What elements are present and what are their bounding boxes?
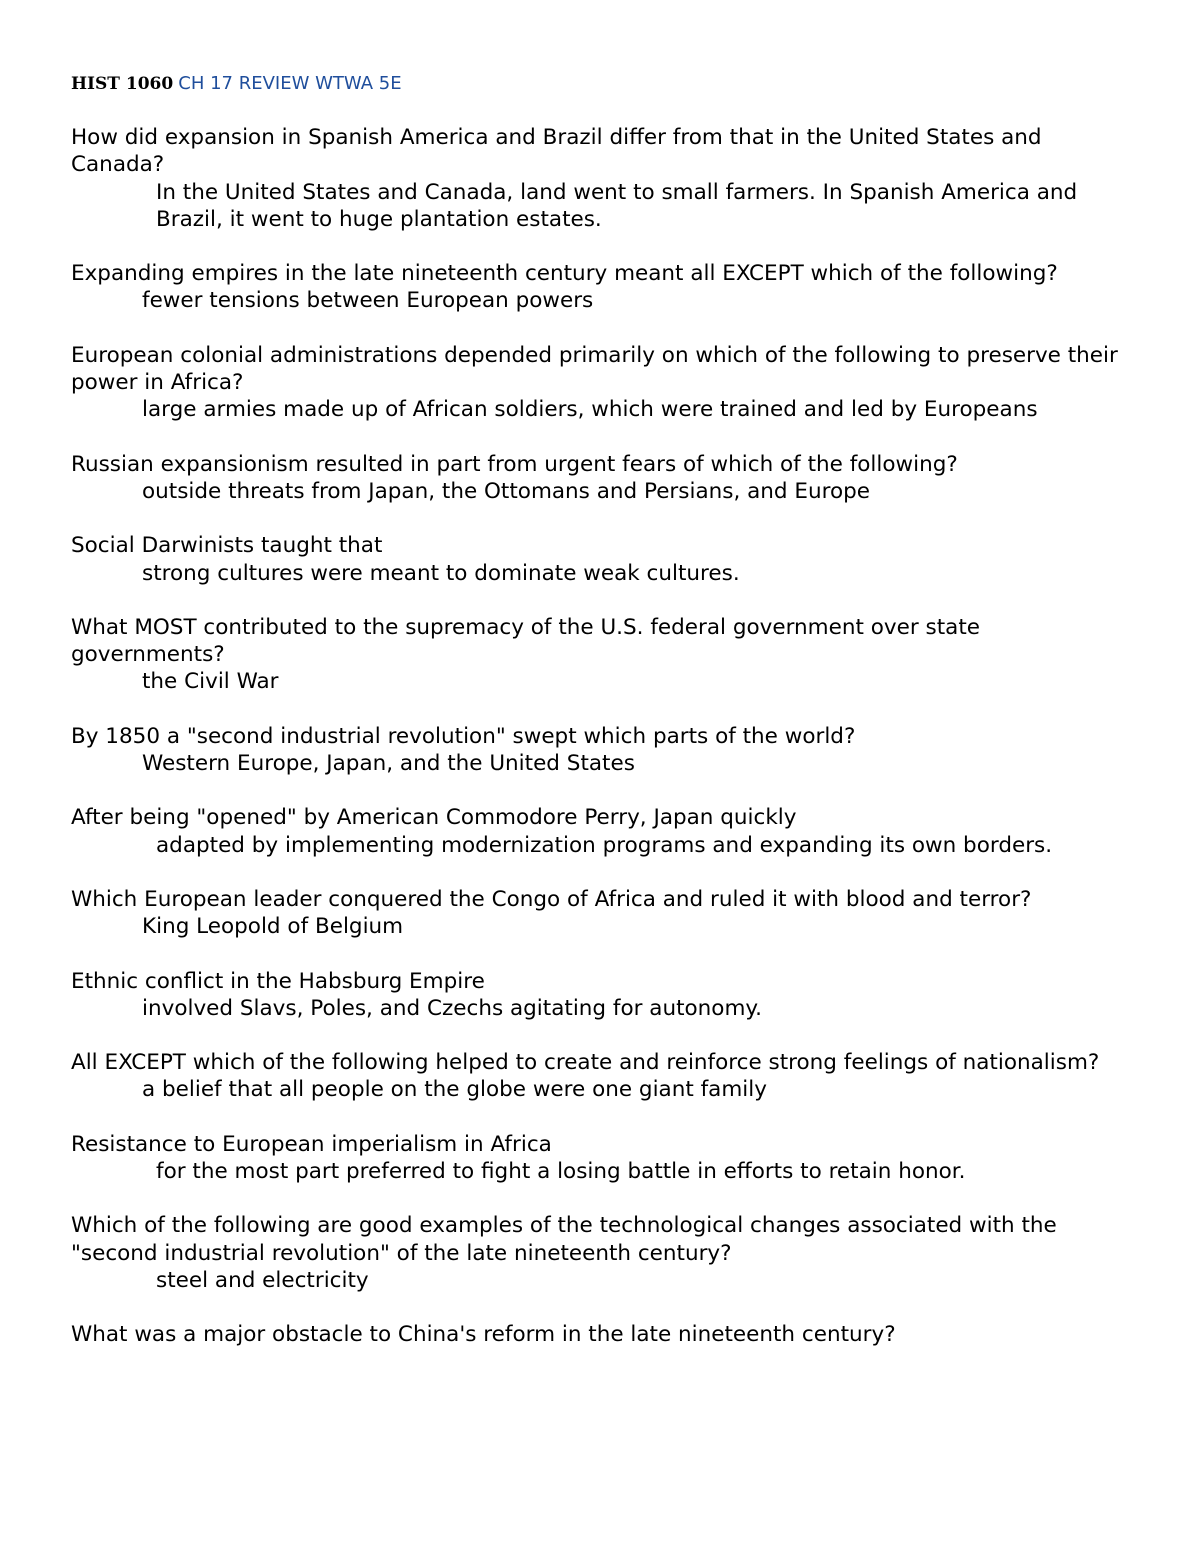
answer-text: steel and electricity bbox=[156, 1267, 369, 1293]
question-text: After being "opened" by American Commodore Perry, Japan quickly bbox=[71, 805, 797, 831]
document-header bbox=[71, 70, 1140, 98]
question-item bbox=[71, 124, 1140, 233]
question-item bbox=[71, 968, 1140, 1023]
answer-text: fewer tensions between European powers bbox=[142, 288, 594, 314]
question-item bbox=[71, 532, 1140, 587]
question-item bbox=[71, 614, 1140, 696]
question-text: Ethnic conflict in the Habsburg Empire bbox=[71, 968, 485, 994]
question-item bbox=[71, 342, 1140, 424]
answer-text: a belief that all people on the globe were one giant family bbox=[142, 1077, 767, 1103]
question-item bbox=[71, 1212, 1140, 1294]
answer-text: the Civil War bbox=[142, 669, 279, 695]
answer-text: King Leopold of Belgium bbox=[142, 914, 404, 940]
question-item bbox=[71, 260, 1140, 315]
question-item bbox=[71, 804, 1140, 859]
question-text: What was a major obstacle to China's reform in the late nineteenth century? bbox=[71, 1322, 896, 1348]
question-text: Russian expansionism resulted in part from urgent fears of which of the following? bbox=[71, 451, 958, 477]
answer-text: Western Europe, Japan, and the United States bbox=[142, 751, 635, 777]
question-text: Expanding empires in the late nineteenth century meant all EXCEPT which of the following? bbox=[71, 261, 1058, 287]
document-title: CH 17 REVIEW WTWA 5E bbox=[178, 73, 402, 94]
answer-text: strong cultures were meant to dominate weak cultures. bbox=[142, 560, 740, 586]
answer-text: outside threats from Japan, the Ottomans and Persians, and Europe bbox=[142, 478, 871, 504]
answer-text: large armies made up of African soldiers, which were trained and led by Europeans bbox=[142, 397, 1038, 423]
question-text: Which European leader conquered the Congo of Africa and ruled it with blood and terror? bbox=[71, 886, 1032, 912]
question-text: Which of the following are good examples of the technological changes associated with the "second industrial revolution" of the late nineteenth century? bbox=[71, 1213, 1057, 1266]
question-text: How did expansion in Spanish America and Brazil differ from that in the United States and Canada? bbox=[71, 125, 1042, 178]
answer-text: involved Slavs, Poles, and Czechs agitating for autonomy. bbox=[142, 995, 762, 1021]
question-text: What MOST contributed to the supremacy of the U.S. federal government over state governments? bbox=[71, 614, 980, 668]
question-text: European colonial administrations depended primarily on which of the following to preserve their power in Africa? bbox=[71, 342, 1118, 396]
answer-text: In the United States and Canada, land went to small farmers. In Spanish America and Brazil, it went to huge plantation estates. bbox=[156, 179, 1078, 232]
question-text: Social Darwinists taught that bbox=[71, 533, 383, 559]
question-item bbox=[71, 1131, 1140, 1186]
question-text: Resistance to European imperialism in Africa bbox=[71, 1131, 552, 1157]
question-item bbox=[71, 1049, 1140, 1104]
question-item bbox=[71, 723, 1140, 778]
course-code: HIST 1060 bbox=[71, 74, 174, 94]
answer-text: for the most part preferred to fight a losing battle in efforts to retain honor. bbox=[156, 1159, 966, 1185]
answer-text: adapted by implementing modernization programs and expanding its own borders. bbox=[156, 832, 1053, 858]
question-item bbox=[71, 1321, 1140, 1348]
question-item bbox=[71, 451, 1140, 506]
question-text: All EXCEPT which of the following helped to create and reinforce strong feelings of nationalism? bbox=[71, 1050, 1100, 1076]
question-text: By 1850 a "second industrial revolution" swept which parts of the world? bbox=[71, 723, 856, 749]
question-item bbox=[71, 886, 1140, 941]
